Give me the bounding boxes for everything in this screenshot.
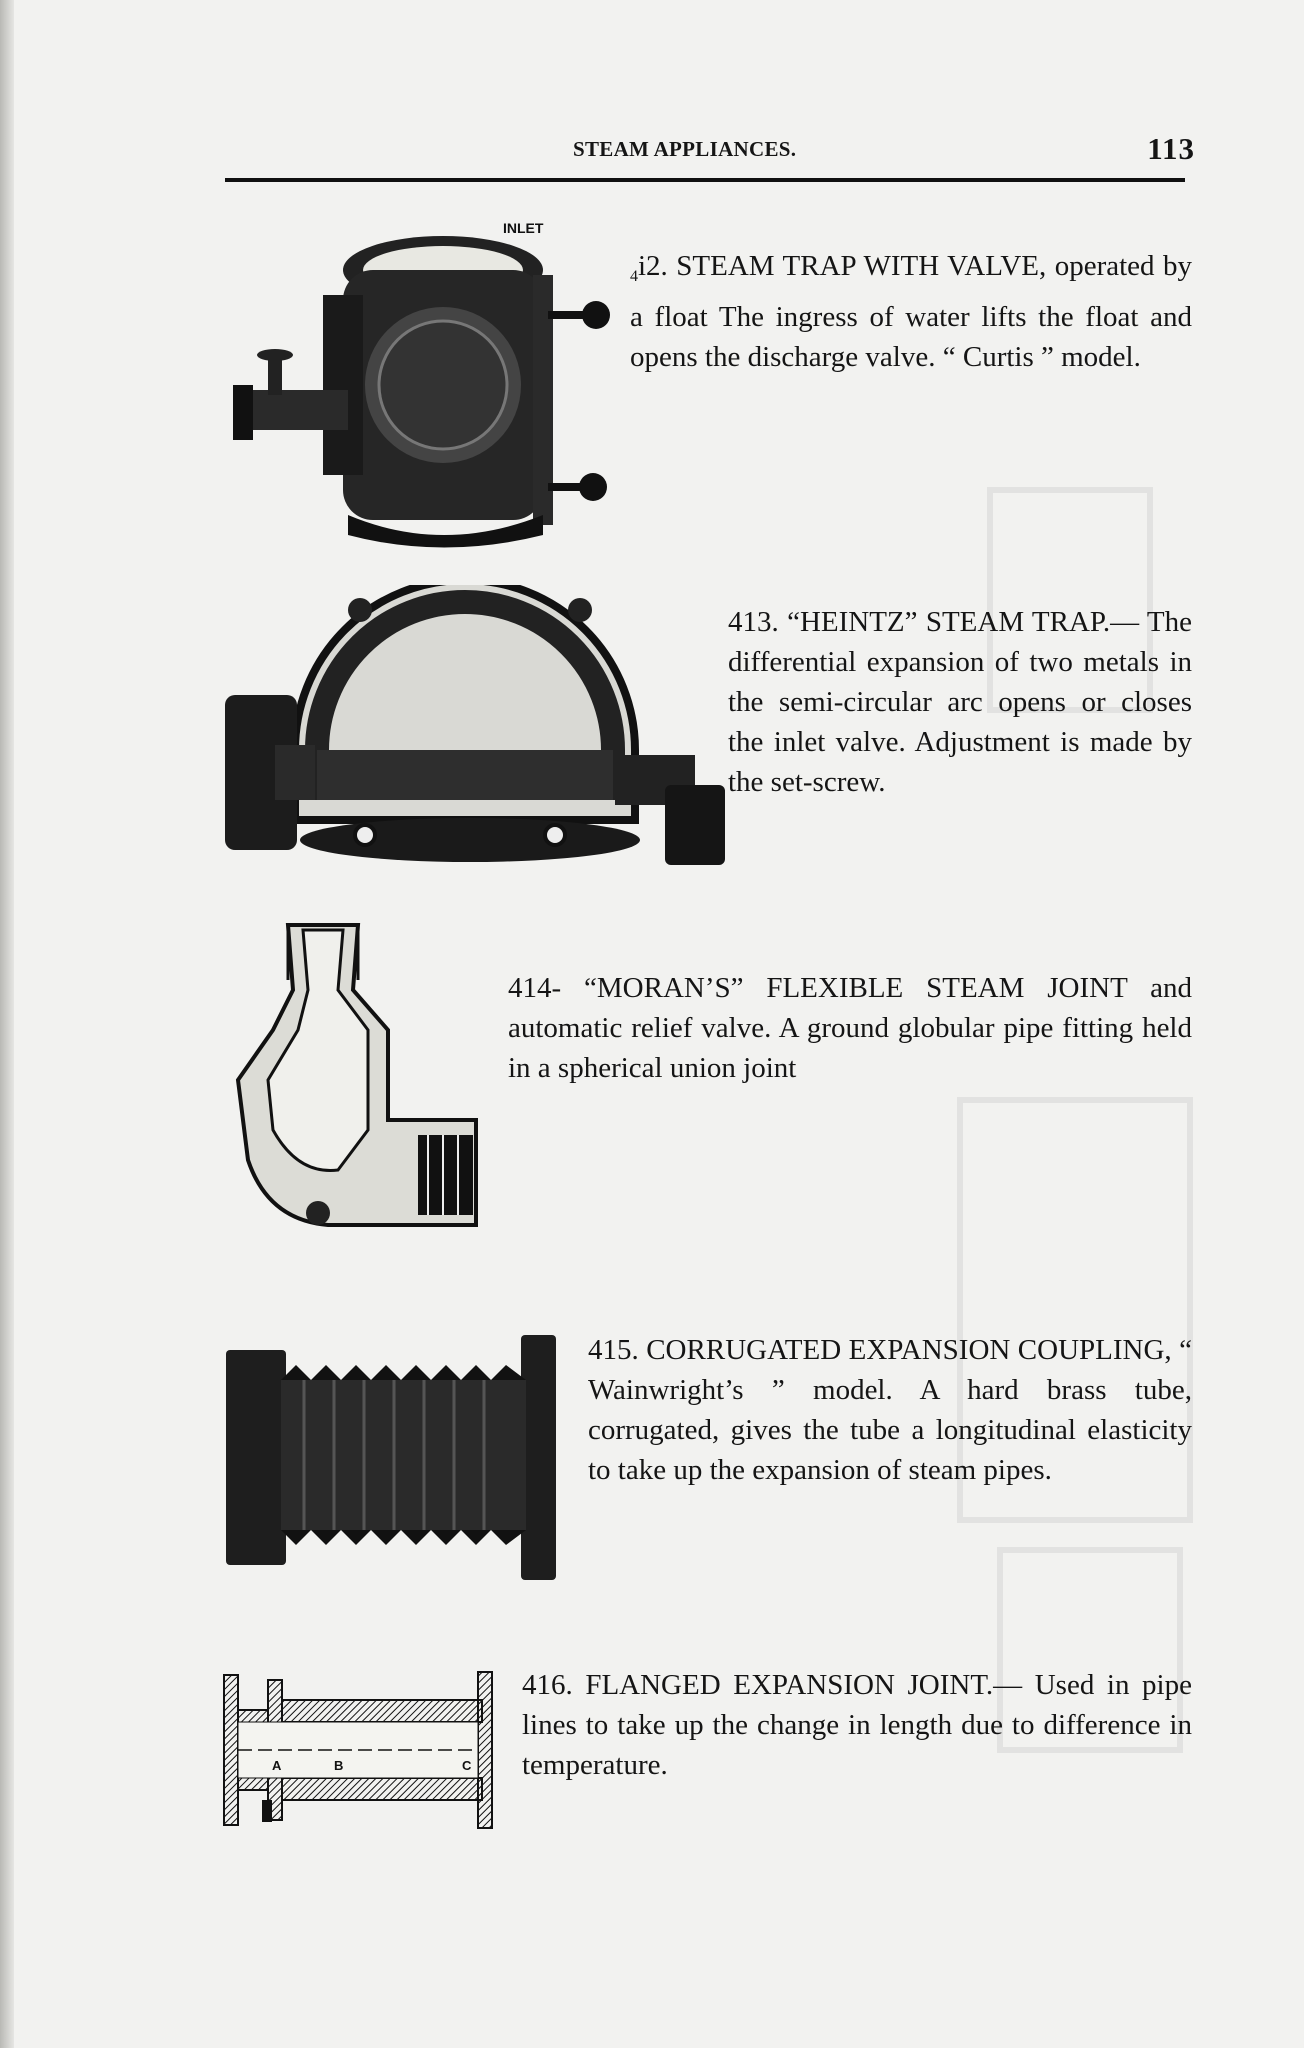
flanged-expansion-joint-illustration <box>222 1670 497 1830</box>
entry-416-text: 416. FLANGED EXPANSION JOINT.— Used in pipe lines to take up the change in length due to difference in temperature. <box>522 1669 1192 1781</box>
joint-label-b: B <box>334 1758 344 1773</box>
heintz-steam-trap-illustration <box>225 585 730 885</box>
inlet-label: INLET <box>503 220 544 236</box>
entry-415-text: 415. CORRUGATED EXPANSION COUPLING, “ Wainwright’s ” model. A hard brass tube, corrugated, gives the tube a longitudinal elasticity to take up the expansion of steam pipes. <box>588 1334 1192 1486</box>
corrugated-coupling-illustration <box>226 1335 566 1580</box>
entry-412-text: STEAM TRAP WITH VALVE, operated by a float The ingress of water lifts the float and opens the discharge valve. “ Curtis ” model. <box>630 250 1192 373</box>
page-edge <box>0 0 14 2048</box>
entry-412-number: i2. <box>638 250 668 282</box>
entry-412 <box>630 246 1192 377</box>
entry-412-number-sub: 4 <box>630 268 638 285</box>
morans-flexible-joint-illustration <box>228 920 478 1240</box>
running-head <box>225 131 1195 179</box>
entry-414 <box>508 968 1192 1088</box>
running-title: STEAM APPLIANCES. <box>573 137 797 161</box>
joint-label-c: C <box>462 1758 472 1773</box>
entry-413-text: 413. “HEINTZ” STEAM TRAP.— The differential expansion of two metals in the semi-circular arc opens or closes the inlet valve. Adjustment is made by the set-screw. <box>728 606 1192 798</box>
page-number: 113 <box>1147 131 1195 166</box>
entry-414-text: 414- “MORAN’S” FLEXIBLE STEAM JOINT and automatic relief valve. A ground globular pipe fitting held in a spherical union joint <box>508 972 1192 1084</box>
entry-415 <box>588 1330 1192 1490</box>
steam-trap-illustration <box>228 215 618 560</box>
entry-413 <box>728 602 1192 802</box>
joint-label-a: A <box>272 1758 282 1773</box>
entry-416 <box>522 1665 1192 1785</box>
header-rule <box>225 178 1185 182</box>
